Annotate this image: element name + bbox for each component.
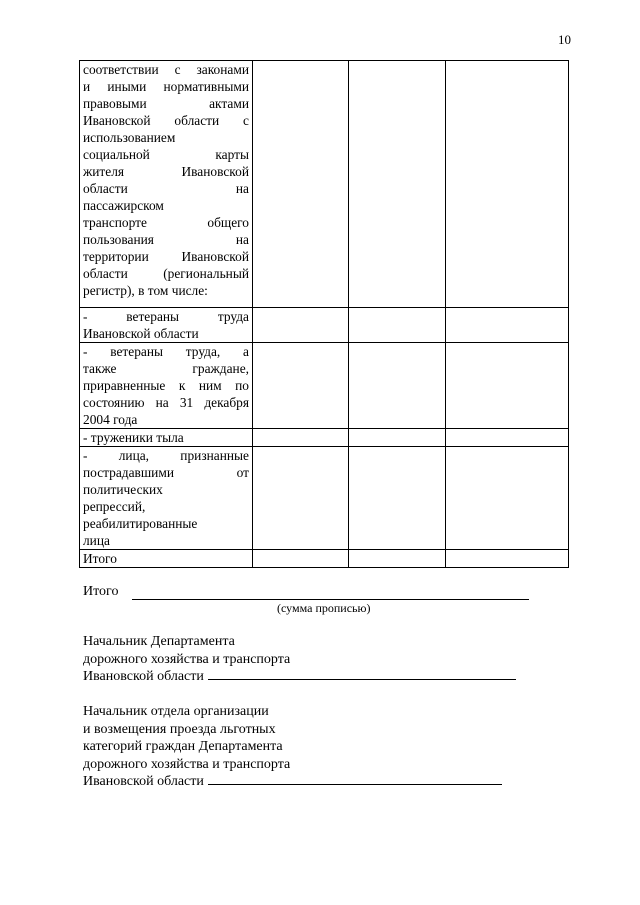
cell-line: Ивановской области с (83, 113, 249, 128)
signature-line: Начальник отдела организации (83, 704, 269, 719)
cell-line: - ветераны труда (83, 309, 249, 324)
value-cell (446, 308, 569, 343)
signature-block-head (83, 633, 516, 686)
row-label-cell (80, 447, 253, 550)
value-cell (349, 61, 446, 308)
total-amount-line (132, 599, 529, 600)
cell-line: приравненные к ним по (83, 378, 249, 393)
signature-line: категорий граждан Департамента (83, 739, 283, 754)
signature-line: дорожного хозяйства и транспорта (83, 651, 291, 667)
value-cell (446, 447, 569, 550)
signature-rule (208, 678, 516, 680)
value-cell (253, 61, 349, 308)
value-cell (349, 447, 446, 550)
row-label-cell (80, 429, 253, 447)
cell-line: политических (83, 482, 163, 497)
table-row (80, 343, 569, 429)
cell-line: реабилитированные (83, 516, 198, 531)
value-cell (446, 429, 569, 447)
signature-line: дорожного хозяйства и транспорта (83, 756, 291, 772)
signature-line-with-rule (83, 668, 516, 686)
table-row (80, 447, 569, 550)
page-number: 10 (558, 32, 571, 47)
table-total-row (80, 550, 569, 568)
cell-line: жителя Ивановской (83, 164, 249, 179)
cell-line: также граждане, (83, 361, 249, 376)
signature-line-with-rule (83, 773, 502, 791)
value-cell (253, 343, 349, 429)
cell-line: области на (83, 181, 249, 196)
row-label-cell (80, 550, 253, 568)
cell-line: Ивановской области (83, 326, 199, 341)
signature-line: Ивановской области (83, 669, 204, 684)
signature-line: Начальник Департамента (83, 634, 235, 649)
value-cell (349, 550, 446, 568)
cell-line: - лица, признанные (83, 448, 249, 463)
signature-block-dept (83, 703, 502, 791)
cell-line: использованием (83, 130, 176, 145)
cell-line: состоянию на 31 декабря (83, 395, 249, 410)
cell-line: лица (83, 533, 110, 548)
cell-line: социальной карты (83, 147, 249, 162)
cell-line: пользования на (83, 232, 249, 247)
total-label: Итого (83, 584, 119, 599)
value-cell (253, 308, 349, 343)
cell-line: соответствии с законами (83, 62, 249, 77)
cell-line: - труженики тыла (83, 430, 184, 445)
signature-rule (208, 783, 502, 785)
cell-line: Итого (83, 551, 117, 566)
signature-line: и возмещения проезда льготных (83, 721, 276, 737)
row-label-cell (80, 308, 253, 343)
table-row (80, 308, 569, 343)
cell-line: и иными нормативными (83, 79, 249, 94)
cell-line: территории Ивановской (83, 249, 249, 264)
value-cell (446, 343, 569, 429)
value-cell (253, 550, 349, 568)
value-cell (349, 308, 446, 343)
cell-line: пассажирском (83, 198, 164, 213)
total-caption: (сумма прописью) (277, 601, 371, 615)
table-row (80, 61, 569, 308)
cell-line: регистр), в том числе: (83, 283, 208, 298)
value-cell (446, 61, 569, 308)
table-row (80, 429, 569, 447)
value-cell (253, 447, 349, 550)
cell-line: - ветераны труда, а (83, 344, 249, 359)
value-cell (253, 429, 349, 447)
cell-line: правовыми актами (83, 96, 249, 111)
cell-line: области (региональный (83, 266, 249, 281)
row-label-cell (80, 61, 253, 308)
value-cell (446, 550, 569, 568)
signature-line: Ивановской области (83, 774, 204, 789)
cell-line: пострадавшими от (83, 465, 249, 480)
cell-line: транспорте общего (83, 215, 249, 230)
benefits-table (79, 60, 569, 568)
row-label-cell (80, 343, 253, 429)
value-cell (349, 429, 446, 447)
cell-line: репрессий, (83, 499, 146, 514)
cell-line: 2004 года (83, 412, 138, 427)
value-cell (349, 343, 446, 429)
table-body (80, 61, 569, 568)
